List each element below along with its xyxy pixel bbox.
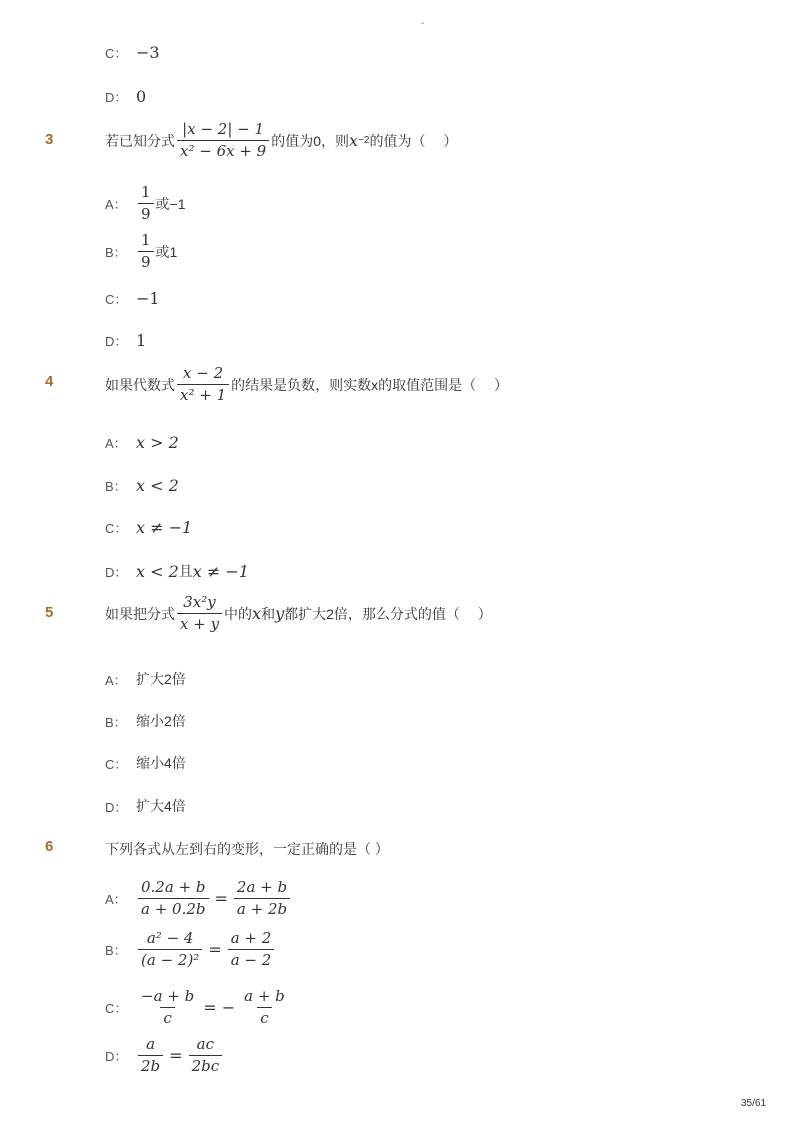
question-number: 3 xyxy=(45,131,54,148)
fraction xyxy=(234,879,290,919)
option-d xyxy=(105,1036,224,1076)
option-value: x ≠ −1 xyxy=(192,561,249,581)
equals-sign: = xyxy=(169,1046,183,1066)
question-number: 5 xyxy=(45,604,54,621)
fraction-denominator: c xyxy=(160,1007,174,1027)
fraction-numerator: |x − 2| − 1 xyxy=(182,120,265,138)
fraction xyxy=(138,1036,163,1076)
fraction-numerator: a² − 4 xyxy=(146,929,194,947)
option-b xyxy=(105,476,179,495)
fraction-numerator: a + 2 xyxy=(230,929,272,947)
option-label: A： xyxy=(105,436,127,451)
question-stem xyxy=(105,839,389,859)
option-c xyxy=(105,518,192,537)
option-value: 或1 xyxy=(155,243,178,260)
option-b xyxy=(105,711,186,731)
option-d xyxy=(105,87,146,106)
option-d xyxy=(105,796,186,816)
option-label: C： xyxy=(105,46,128,61)
option-value: −1 xyxy=(136,289,160,308)
question-number: 6 xyxy=(45,838,54,855)
option-label: C： xyxy=(105,756,128,772)
option-label: A： xyxy=(105,672,127,688)
stem-text: 下列各式从左到右的变形，一定正确的是（ ） xyxy=(105,841,389,857)
option-d xyxy=(105,331,146,350)
option-value: 0 xyxy=(136,87,147,106)
option-label: A： xyxy=(105,197,127,213)
fraction-denominator: a + 2b xyxy=(234,898,290,918)
option-label: D： xyxy=(105,1049,128,1065)
option-c xyxy=(105,43,160,62)
option-d xyxy=(105,561,249,581)
page-number: 35/61 xyxy=(741,1098,767,1109)
fraction-numerator: 1 xyxy=(141,231,151,249)
option-value: 扩大4倍 xyxy=(136,798,186,814)
option-label: C： xyxy=(105,1001,128,1017)
option-joiner: 且 xyxy=(178,563,193,579)
option-value: 1 xyxy=(136,331,147,350)
fraction xyxy=(177,594,222,634)
option-value: x < 2 xyxy=(136,476,179,495)
option-a xyxy=(105,879,292,919)
stem-text: 的结果是负数，则实数x的取值范围是（ ） xyxy=(231,376,509,393)
option-value: 缩小4倍 xyxy=(136,755,186,771)
option-label: D： xyxy=(105,90,128,105)
option-label: B： xyxy=(105,479,127,494)
option-label: C： xyxy=(105,521,128,536)
variable: y xyxy=(275,604,285,624)
fraction-denominator: 9 xyxy=(138,203,154,223)
power-base: x xyxy=(349,131,359,151)
fraction xyxy=(241,988,288,1028)
option-value: x < 2 xyxy=(136,561,179,581)
fraction-denominator: 2b xyxy=(138,1055,163,1075)
stem-text: 中的 xyxy=(224,605,253,622)
fraction-numerator: a + b xyxy=(244,987,285,1005)
option-label: A： xyxy=(105,892,127,908)
option-label: D： xyxy=(105,564,128,580)
option-label: B： xyxy=(105,943,127,959)
stem-text: 的值为（ ） xyxy=(369,132,458,149)
fraction-denominator: a + 0.2b xyxy=(138,898,209,918)
variable: x xyxy=(252,604,262,624)
fraction-numerator: a xyxy=(146,1035,156,1053)
stem-text: 如果把分式 xyxy=(105,605,175,622)
fraction-denominator: c xyxy=(257,1007,271,1027)
question-number: 4 xyxy=(45,373,54,390)
option-value: x ≠ −1 xyxy=(136,518,193,537)
option-label: B： xyxy=(105,714,127,730)
option-c xyxy=(105,988,290,1028)
option-label: C： xyxy=(105,292,128,307)
option-b xyxy=(105,930,276,970)
fraction-denominator: 2bc xyxy=(189,1055,223,1075)
question-stem xyxy=(105,365,508,405)
option-value: −3 xyxy=(136,43,160,62)
fraction xyxy=(177,121,269,161)
equals-sign: = − xyxy=(203,998,236,1018)
option-a xyxy=(105,184,186,224)
option-value: 扩大2倍 xyxy=(136,671,186,687)
fraction xyxy=(138,232,154,272)
fraction-numerator: ac xyxy=(196,1035,214,1053)
fraction xyxy=(177,365,229,405)
fraction-numerator: 0.2a + b xyxy=(141,878,206,896)
equals-sign: = xyxy=(214,889,228,909)
option-c xyxy=(105,753,186,773)
option-c xyxy=(105,289,160,308)
option-label: B： xyxy=(105,245,127,261)
fraction-denominator: 9 xyxy=(138,251,154,271)
stem-text: 的值为0，则 xyxy=(271,132,350,149)
fraction xyxy=(138,930,202,970)
fraction-numerator: 3x²y xyxy=(183,593,216,611)
fraction xyxy=(138,184,154,224)
fraction-numerator: −a + b xyxy=(141,987,195,1005)
question-stem xyxy=(105,594,492,634)
option-label: D： xyxy=(105,799,128,815)
option-a xyxy=(105,669,186,689)
fraction xyxy=(138,879,209,919)
option-b xyxy=(105,232,177,272)
top-mark: - xyxy=(421,18,425,29)
fraction-denominator: x² + 1 xyxy=(177,384,229,404)
fraction-denominator: (a − 2)² xyxy=(138,949,202,969)
option-value: x > 2 xyxy=(136,433,179,452)
fraction xyxy=(228,930,275,970)
stem-text: 如果代数式 xyxy=(105,376,175,393)
fraction xyxy=(138,988,197,1028)
option-value: 或−1 xyxy=(155,195,186,212)
fraction-numerator: x − 2 xyxy=(183,364,224,382)
fraction-denominator: x + y xyxy=(177,613,222,633)
stem-text: 和 xyxy=(261,605,276,622)
fraction xyxy=(189,1036,223,1076)
equals-sign: = xyxy=(208,940,222,960)
fraction-denominator: a − 2 xyxy=(228,949,275,969)
power-exponent: −2 xyxy=(358,135,370,147)
option-value: 缩小2倍 xyxy=(136,713,186,729)
fraction-denominator: x² − 6x + 9 xyxy=(177,140,269,160)
fraction-numerator: 1 xyxy=(141,183,151,201)
option-label: D： xyxy=(105,334,128,349)
stem-text: 若已知分式 xyxy=(105,132,175,149)
fraction-numerator: 2a + b xyxy=(236,878,288,896)
option-a xyxy=(105,433,179,452)
question-stem xyxy=(105,121,457,161)
stem-text: 都扩大2倍，那么分式的值（ ） xyxy=(284,605,492,622)
